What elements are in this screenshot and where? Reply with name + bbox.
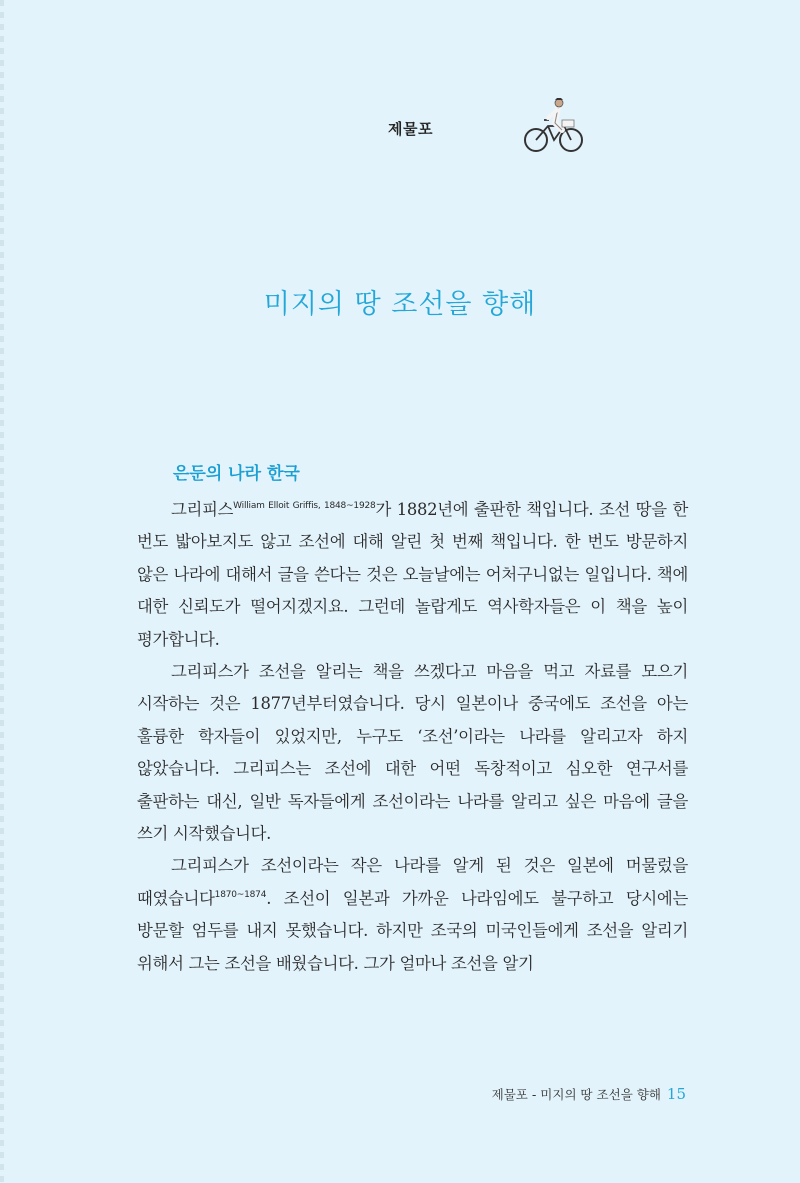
japan-stay-dates-note: 1870~1874 xyxy=(214,889,267,900)
paragraph-3-rest: . 조선이 일본과 가까운 나라임에도 불구하고 당시에는 방문할 엄두를 내지 못했습니다. 하지만 조국의 미국인들에게 조선을 알리기 위해서 그는 조선을 배웠습니다. 그가 얼마나 조선을 알기 xyxy=(137,888,688,973)
page-footer xyxy=(492,1085,686,1103)
footer-running-title: 제물포 - 미지의 땅 조선을 향해 xyxy=(491,1087,661,1102)
paragraph-1-start: 그리피스 xyxy=(171,500,234,519)
paragraph-2: 그리피스가 조선을 알리는 책을 쓰겠다고 마음을 먹고 자료를 모으기 시작하는 것은 1877년부터였습니다. 당시 일본이나 중국에도 조선을 아는 훌륭한 학자들이 있었지만, 누구도 ‘조선’이라는 나라를 알리고자 하지 않았습니다. 그리피스는 조선에 대한 어떤 독창적이고 심오한 연구서를 출판하는 대신, 일반 독자들에게 조선이라는 나라를 알리고 싶은 마음에 글을 쓰기 시작했습니다. xyxy=(137,662,688,844)
section-heading: 은둔의 나라 한국 xyxy=(173,464,300,484)
body-text xyxy=(137,494,688,980)
running-header-title: 제물포 xyxy=(388,120,433,138)
author-dates-note: William Elloit Griffis, 1848~1928 xyxy=(233,501,376,511)
paragraph-1 xyxy=(137,494,688,656)
paragraph-3 xyxy=(137,850,688,980)
paragraph-3-start: 그리피스가 조선이라는 작은 나라를 알게 된 것은 일본에 머물렀을 때였습니다 xyxy=(137,856,688,908)
page-number: 15 xyxy=(666,1085,686,1103)
paragraph-1-rest: 가 1882년에 출판한 책입니다. 조선 땅을 한 번도 밟아보지도 않고 조선에 대해 알린 첫 번째 책입니다. 한 번도 방문하지 않은 나라에 대해서 글을 쓴다는 것은 오늘날에는 어처구니없는 일입니다. 책에 대한 신뢰도가 떨어지겠지요. 그런데 놀랍게도 역사학자들은 이 책을 높이 평가합니다. xyxy=(137,500,688,649)
chapter-title: 미지의 땅 조선을 향해 xyxy=(263,289,537,320)
bicycle-rider-icon xyxy=(522,96,586,156)
page-edge xyxy=(0,0,4,1183)
